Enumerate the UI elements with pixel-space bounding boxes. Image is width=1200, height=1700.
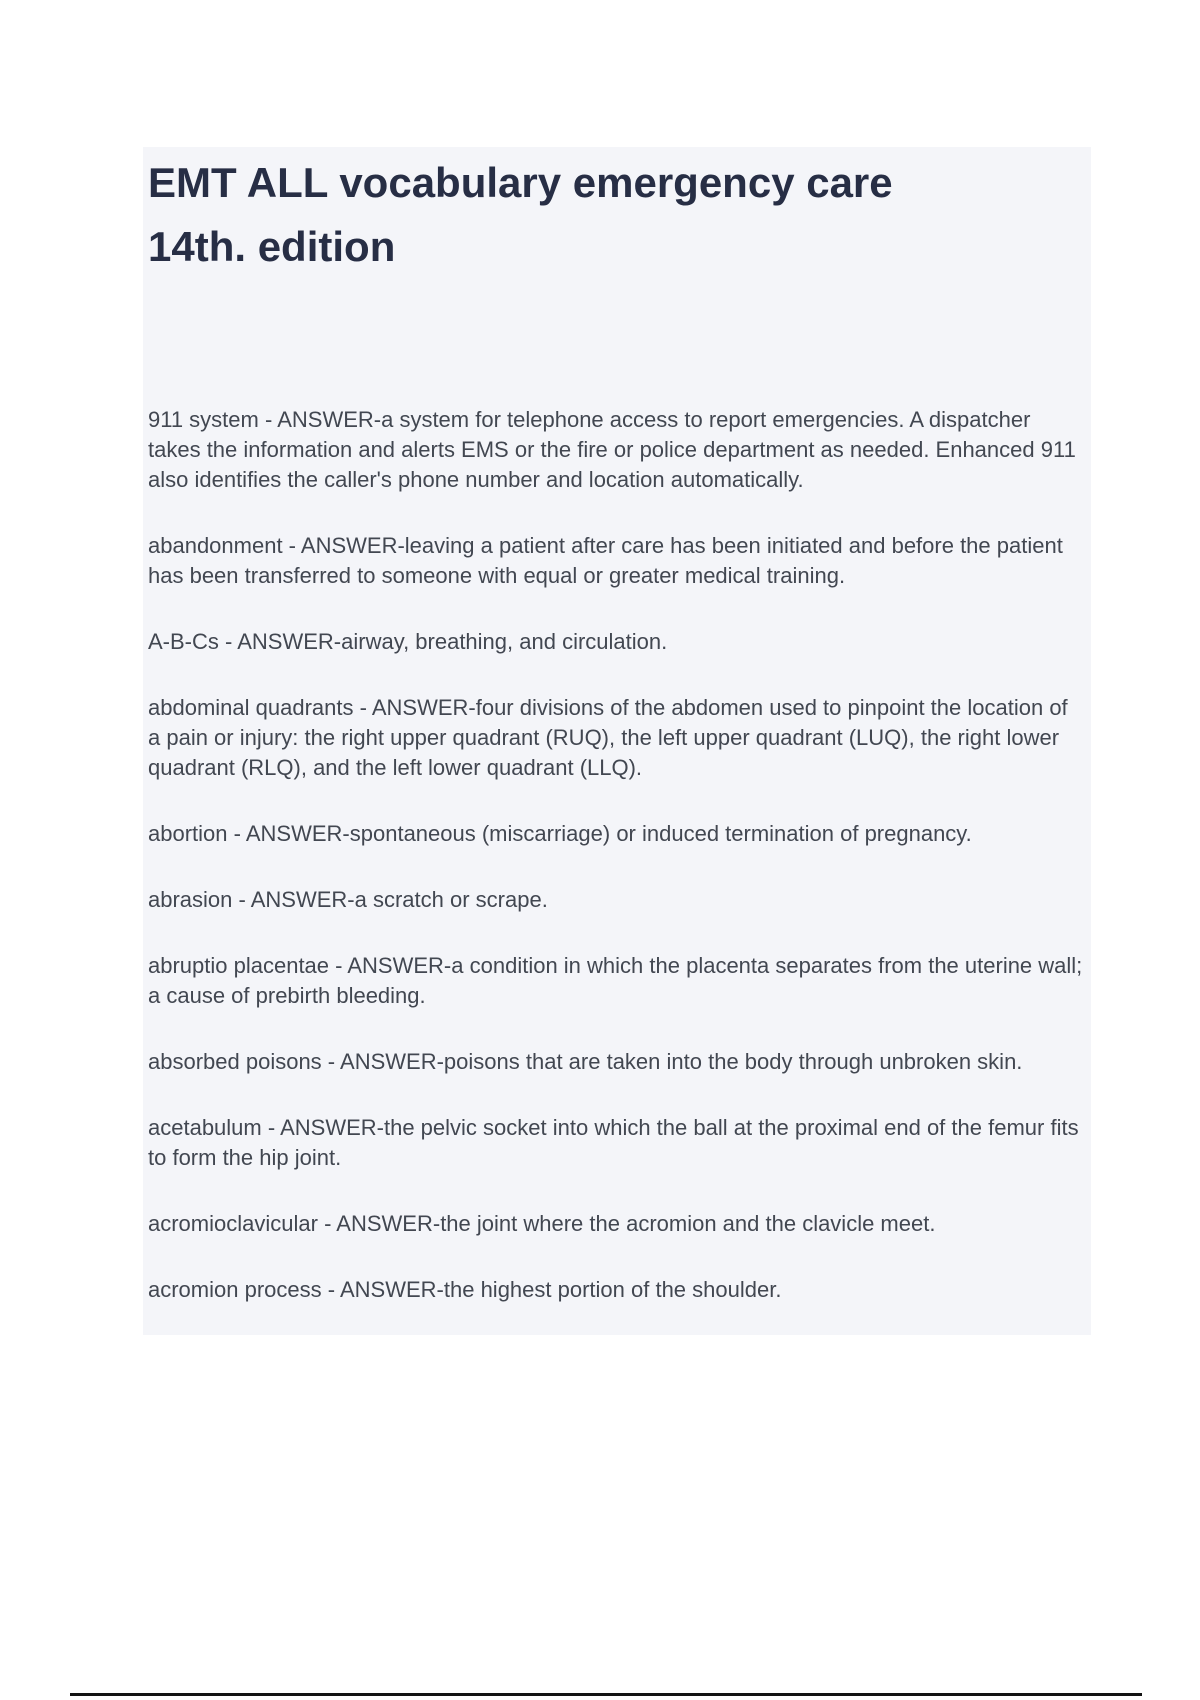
glossary-term: A-B-Cs	[148, 629, 219, 654]
glossary-definition: the highest portion of the shoulder.	[443, 1277, 782, 1302]
footer-divider	[70, 1693, 1142, 1696]
glossary-answer-prefix: ANSWER-	[347, 953, 452, 978]
glossary-definition: poisons that are taken into the body through unbroken skin.	[443, 1049, 1023, 1074]
glossary-definition: a scratch or scrape.	[354, 887, 548, 912]
content-area	[143, 147, 1091, 1335]
glossary-entry	[148, 531, 1083, 591]
glossary-answer-prefix: ANSWER-	[237, 629, 342, 654]
glossary-separator: -	[218, 629, 238, 654]
glossary-definition: four divisions of the abdomen used to pinpoint the location of a pain or injury: the right upper quadrant (RUQ), the left upper quadrant (LUQ), the right lower quadrant (RLQ), and the left lower quadrant (LLQ).	[148, 695, 1068, 780]
glossary-definition: airway, breathing, and circulation.	[341, 629, 668, 654]
glossary-answer-prefix: ANSWER-	[336, 1211, 441, 1236]
glossary-entry	[148, 405, 1083, 495]
glossary-term: abdominal quadrants	[148, 695, 354, 720]
glossary-entry	[148, 819, 1083, 849]
glossary-answer-prefix: ANSWER-	[245, 821, 350, 846]
glossary-separator: -	[321, 1049, 341, 1074]
glossary-answer-prefix: ANSWER-	[250, 887, 355, 912]
glossary-entry	[148, 627, 1083, 657]
glossary-separator: -	[232, 887, 251, 912]
glossary-term: acromion process	[148, 1277, 322, 1302]
glossary-definition: a condition in which the placenta separates from the uterine wall; a cause of prebirth bleeding.	[148, 953, 1083, 1008]
page-title	[148, 151, 1083, 279]
page-title-line-1: EMT ALL vocabulary emergency care	[148, 159, 893, 206]
glossary-entry	[148, 1047, 1083, 1077]
glossary-answer-prefix: ANSWER-	[300, 533, 405, 558]
glossary-list	[148, 405, 1083, 1305]
glossary-answer-prefix: ANSWER-	[339, 1277, 444, 1302]
glossary-separator: -	[353, 695, 372, 720]
glossary-entry	[148, 1113, 1083, 1173]
glossary-definition: the pelvic socket into which the ball at the proximal end of the femur fits to form the hip joint.	[148, 1115, 1079, 1170]
glossary-entry	[148, 885, 1083, 915]
glossary-separator: -	[261, 1115, 281, 1140]
glossary-definition: a system for telephone access to report emergencies. A dispatcher takes the information and alerts EMS or the fire or police department as needed. Enhanced 911 also identifies the caller's phone number and location automatically.	[148, 407, 1076, 492]
glossary-definition: spontaneous (miscarriage) or induced termination of pregnancy.	[349, 821, 972, 846]
glossary-entry	[148, 951, 1083, 1011]
glossary-term: acetabulum	[148, 1115, 262, 1140]
glossary-answer-prefix: ANSWER-	[371, 695, 476, 720]
glossary-separator: -	[227, 821, 246, 846]
glossary-term: abandonment	[148, 533, 283, 558]
glossary-entry	[148, 693, 1083, 783]
glossary-separator: -	[329, 953, 348, 978]
glossary-separator: -	[317, 1211, 337, 1236]
glossary-entry	[148, 1275, 1083, 1305]
glossary-separator: -	[258, 407, 278, 432]
glossary-term: abortion	[148, 821, 228, 846]
glossary-answer-prefix: ANSWER-	[280, 1115, 384, 1140]
glossary-entry	[148, 1209, 1083, 1239]
glossary-separator: -	[282, 533, 301, 558]
glossary-definition: leaving a patient after care has been initiated and before the patient has been transferred to someone with equal or greater medical training.	[148, 533, 1063, 588]
glossary-separator: -	[321, 1277, 340, 1302]
glossary-answer-prefix: ANSWER-	[340, 1049, 444, 1074]
glossary-term: abruptio placentae	[148, 953, 330, 978]
glossary-term: absorbed poisons	[148, 1049, 322, 1074]
glossary-answer-prefix: ANSWER-	[277, 407, 382, 432]
glossary-definition: the joint where the acromion and the clavicle meet.	[440, 1211, 936, 1236]
glossary-term: abrasion	[148, 887, 233, 912]
glossary-term: acromioclavicular	[148, 1211, 318, 1236]
page-title-line-2: 14th. edition	[148, 223, 396, 270]
glossary-term: 911 system	[148, 407, 259, 432]
